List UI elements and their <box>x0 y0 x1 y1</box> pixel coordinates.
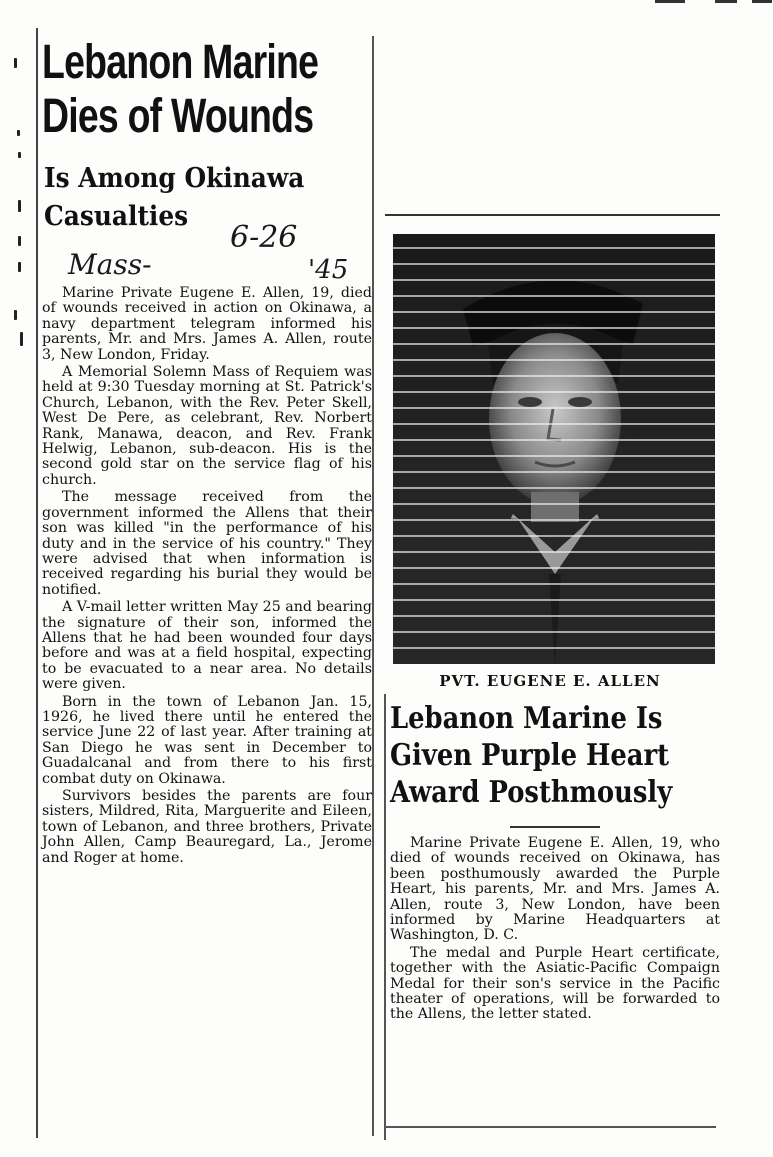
headline-line: Award Posthmously <box>390 775 673 810</box>
margin-mark <box>14 310 17 320</box>
portrait-photo <box>393 234 715 664</box>
margin-mark <box>18 236 21 246</box>
section-rule <box>386 1126 716 1128</box>
margin-mark <box>20 332 23 346</box>
headline-line: Lebanon Marine Is <box>390 701 663 736</box>
corner-mark <box>752 0 772 3</box>
handwritten-paper-name: Mass- <box>68 248 152 281</box>
headline-line: Lebanon Marine <box>42 36 319 89</box>
left-article <box>38 30 376 1150</box>
headline-line: Dies of Wounds <box>42 90 314 143</box>
subheadline-line: Is Among Okinawa <box>44 163 305 194</box>
article-paragraph: Marine Private Eugene E. Allen, 19, who died of wounds received on Okinawa, has been posthumously awarded the Purple Heart, his parents, Mr. and Mrs. James A. Allen, route 3, New London, have been informed by Marine Headquarters at Washington, D. C. <box>390 835 720 944</box>
headline-line: Given Purple Heart <box>390 738 669 773</box>
corner-mark <box>655 0 685 3</box>
margin-mark <box>18 262 21 272</box>
article-body <box>42 286 372 868</box>
margin-mark <box>18 200 21 212</box>
article-paragraph: Marine Private Eugene E. Allen, 19, died of wounds received in action on Okinawa, a navy department telegram informed his parents, Mr. and Mrs. James A. Allen, route 3, New London, Friday. <box>42 285 372 363</box>
article-body-right <box>390 836 720 1025</box>
handwritten-date: 6-26 <box>230 220 298 255</box>
handwritten-year: '45 <box>308 255 349 285</box>
subheadline <box>44 160 349 236</box>
section-divider <box>510 826 600 828</box>
article-paragraph: Survivors besides the parents are four sisters, Mildred, Rita, Marguerite and Eileen, town of Lebanon, and three brothers, Private John Allen, Camp Beauregard, La., Jerome and Roger at home. <box>42 788 372 866</box>
corner-mark <box>715 0 737 3</box>
article-paragraph: A Memorial Solemn Mass of Requiem was held at 9:30 Tuesday morning at St. Patrick's Church, Lebanon, with the Rev. Peter Skell, West De Pere, as celebrant, Rev. Norbert Rank, Manawa, deacon, and Rev. Frank Helwig, Lebanon, sub-deacon. His is the second gold star on the service flag of his church. <box>42 364 372 488</box>
article-paragraph: The message received from the government informed the Allens that their son was killed "in the performance of his duty and in the service of his country." They were advised that when information is received regarding his burial they would be notified. <box>42 489 372 598</box>
column-rule <box>384 694 386 1140</box>
article-paragraph: Born in the town of Lebanon Jan. 15, 1926, he lived there until he entered the service June 22 of last year. After training at San Diego he was sent in December to Guadalcanal and from there to his first combat duty on Okinawa. <box>42 693 372 787</box>
photo-caption: PVT. EUGENE E. ALLEN <box>439 672 661 690</box>
margin-mark <box>17 130 20 136</box>
margin-marks <box>8 40 28 360</box>
article-paragraph: A V-mail letter written May 25 and bearing the signature of their son, informed the Allens that he had been wounded four days before and was at a field hospital, expecting to be evacuated to a near area. No details were given. <box>42 599 372 693</box>
headline-main <box>42 36 319 144</box>
headline-right <box>390 700 674 811</box>
margin-mark <box>14 58 17 68</box>
margin-mark <box>18 152 21 158</box>
section-rule <box>385 214 720 216</box>
article-paragraph: The medal and Purple Heart certificate, together with the Asiatic-Pacific Compaign Medal for their son's service in the Pacific theater of operations, will be forwarded to the Allens, the letter stated. <box>390 944 720 1023</box>
subheadline-line: Casualties <box>44 201 189 232</box>
portrait-image <box>393 234 715 664</box>
